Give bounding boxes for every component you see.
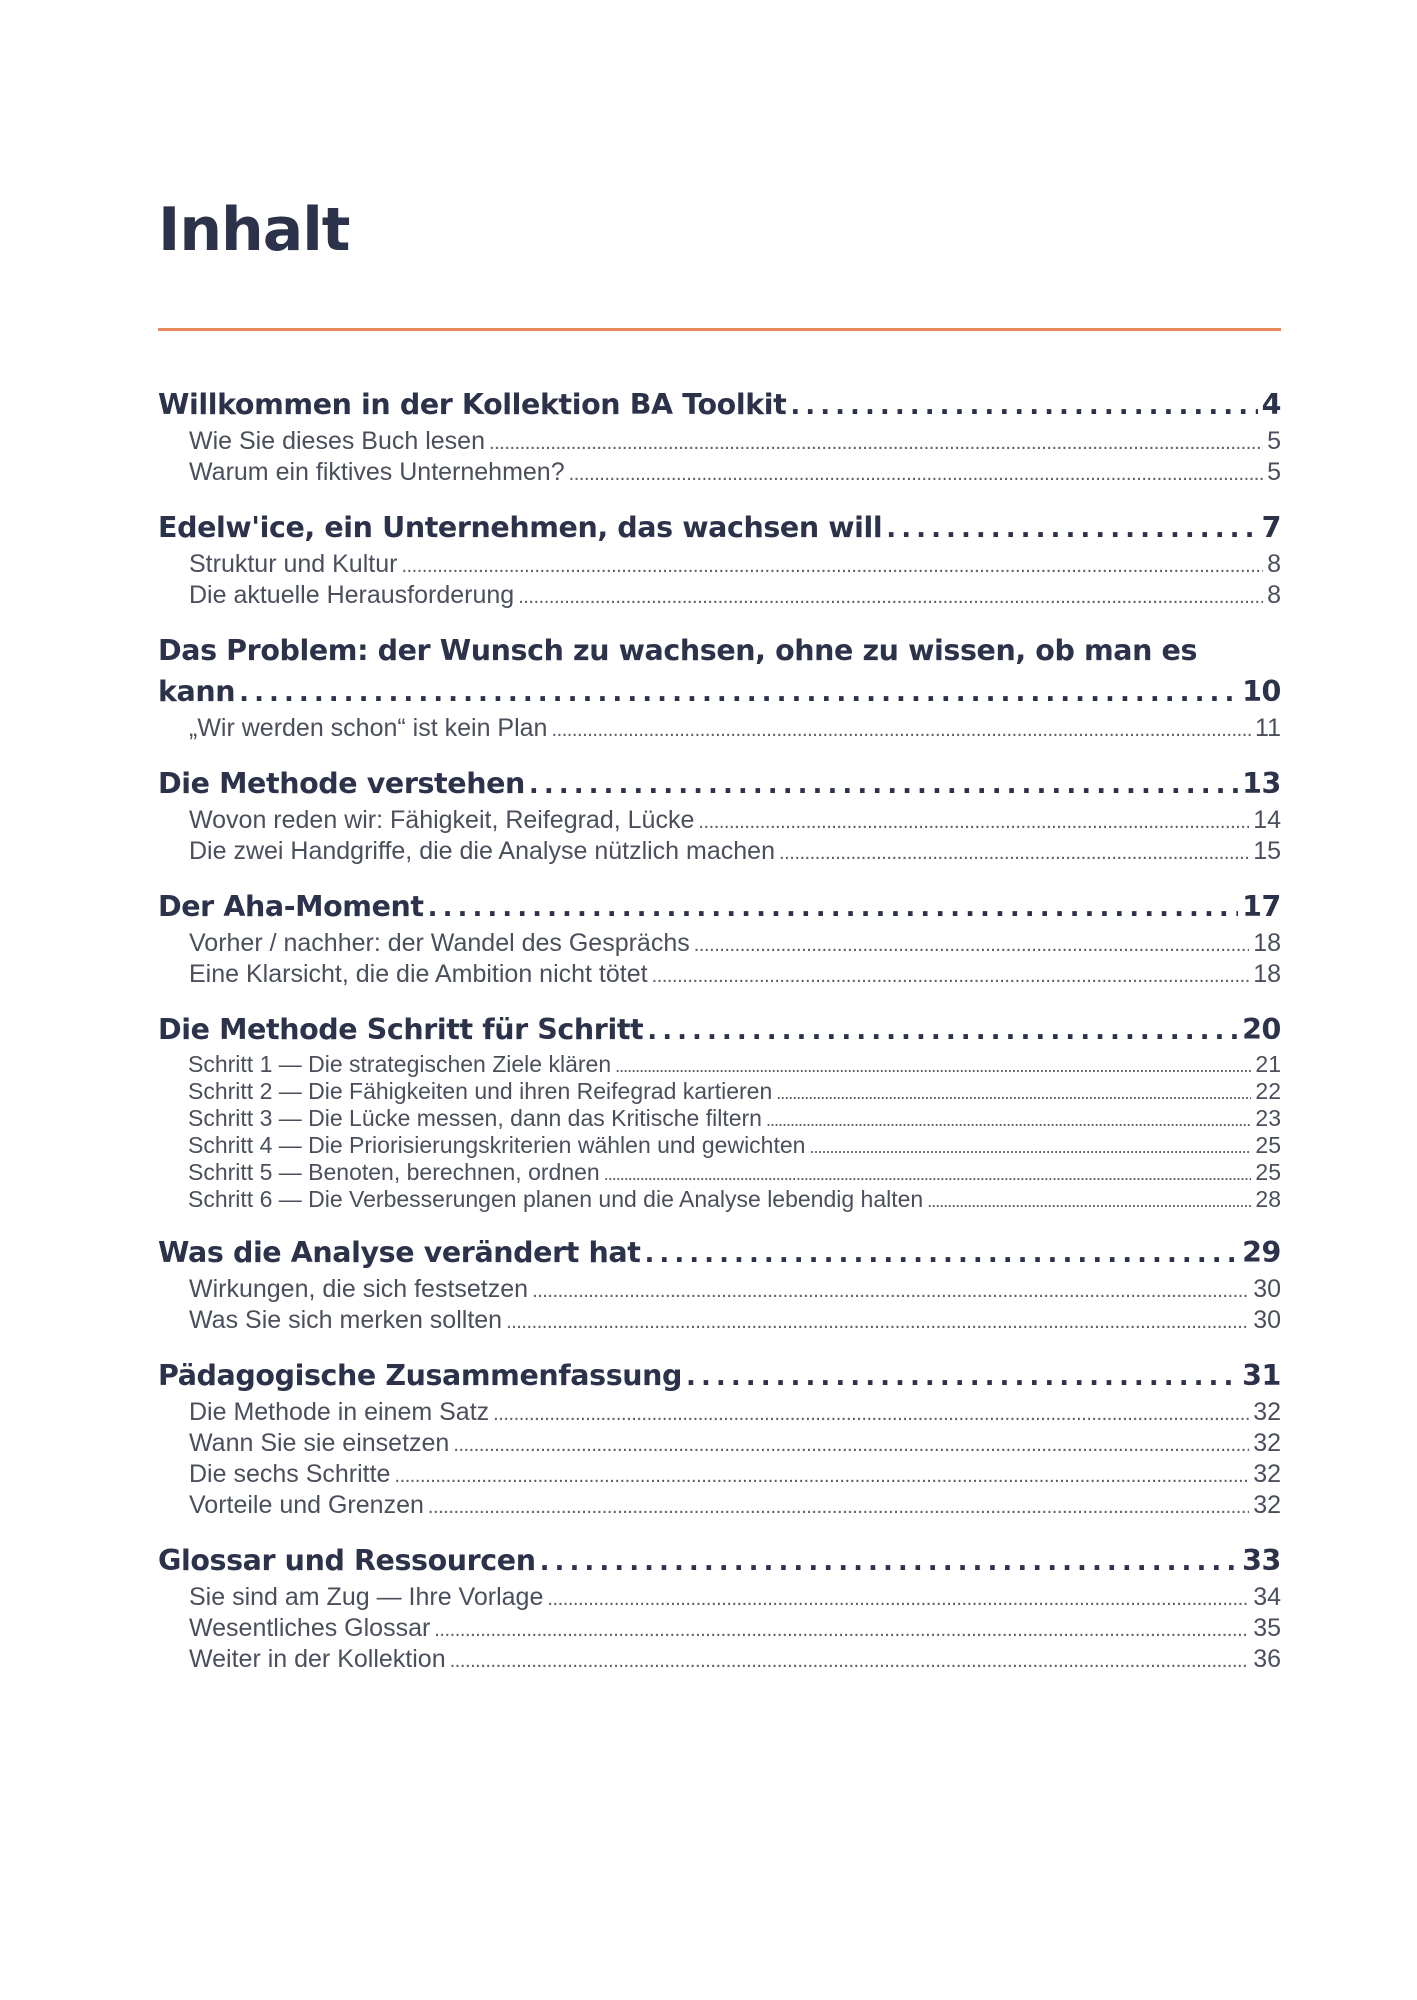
- toc-page-number: 35: [1253, 1614, 1281, 1642]
- toc-page-number: 8: [1267, 550, 1281, 578]
- toc-subentry[interactable]: [158, 1645, 1281, 1676]
- toc-page-number: 32: [1253, 1398, 1281, 1426]
- toc-subentry[interactable]: [158, 1306, 1281, 1337]
- toc-chapter-entry[interactable]: [158, 1009, 1281, 1052]
- toc-page-number: 17: [1242, 890, 1281, 923]
- dot-leader: [401, 552, 1263, 581]
- toc-subentry-title: Wirkungen, die sich festsetzen: [189, 1275, 529, 1303]
- toc-chapter-entry[interactable]: [158, 384, 1281, 427]
- toc-page-number: 15: [1253, 837, 1281, 865]
- toc-section: [158, 886, 1281, 991]
- toc-chapter-title: Willkommen in der Kollektion BA Toolkit: [158, 388, 787, 421]
- toc-chapter-entry[interactable]: [158, 1355, 1281, 1398]
- toc-page-number: 34: [1253, 1583, 1281, 1611]
- toc-chapter-title: Das Problem: der Wunsch zu wachsen, ohne zu wissen, ob man es: [158, 634, 1198, 667]
- dot-leader: [428, 888, 1238, 929]
- toc-subentry[interactable]: [158, 1491, 1281, 1522]
- toc-subentry[interactable]: [158, 550, 1281, 581]
- toc-subentry-title: Schritt 4 — Die Priorisierungskriterien wählen und gewichten: [188, 1132, 806, 1158]
- toc-subentry[interactable]: [158, 1079, 1281, 1106]
- toc-chapter-title: Pädagogische Zusammenfassung: [158, 1359, 683, 1392]
- toc-page-number: 11: [1255, 714, 1281, 742]
- toc-section: [158, 630, 1281, 745]
- toc-subentry-title: Eine Klarsicht, die die Ambition nicht tötet: [189, 960, 648, 988]
- toc-subentry-title: Die sechs Schritte: [189, 1460, 391, 1488]
- toc-subentry-title: Schritt 2 — Die Fähigkeiten und ihren Reifegrad kartieren: [188, 1078, 773, 1104]
- toc-page-number: 5: [1267, 427, 1281, 455]
- toc-subentry[interactable]: [158, 458, 1281, 489]
- toc-subentry[interactable]: [158, 1160, 1281, 1187]
- dot-leader: [766, 1108, 1251, 1133]
- toc-page-number: 13: [1242, 767, 1281, 800]
- toc-page-number: 36: [1253, 1645, 1281, 1673]
- toc-subentry-title: Vorher / nachher: der Wandel des Gesprächs: [189, 929, 690, 957]
- toc-subentry[interactable]: [158, 714, 1281, 745]
- dot-leader: [809, 1135, 1251, 1160]
- toc-page-number: 32: [1253, 1429, 1281, 1457]
- toc-subentry-title: Struktur und Kultur: [189, 550, 398, 578]
- toc-subentry[interactable]: [158, 581, 1281, 612]
- dot-leader: [615, 1054, 1251, 1079]
- toc-page-number: 32: [1253, 1460, 1281, 1488]
- toc-page-number: 28: [1255, 1186, 1281, 1212]
- toc-page-number: 10: [1242, 675, 1281, 708]
- toc-subentry[interactable]: [158, 1583, 1281, 1614]
- toc-subentry[interactable]: [158, 1187, 1281, 1214]
- toc-page-number: 30: [1253, 1275, 1281, 1303]
- toc-subentry[interactable]: [158, 837, 1281, 868]
- toc-section: [158, 1009, 1281, 1214]
- toc-chapter-title: Die Methode verstehen: [158, 767, 525, 800]
- toc-chapter-entry[interactable]: [158, 630, 1281, 714]
- toc-chapter-entry[interactable]: [158, 886, 1281, 929]
- toc-subentry[interactable]: [158, 1052, 1281, 1079]
- dot-leader: [394, 1462, 1249, 1491]
- toc-page-number: 31: [1242, 1359, 1281, 1392]
- toc-subentry-title: „Wir werden schon“ ist kein Plan: [189, 714, 548, 742]
- toc-section: [158, 1355, 1281, 1522]
- toc-subentry-title: Vorteile und Grenzen: [189, 1491, 424, 1519]
- toc-subentry[interactable]: [158, 1106, 1281, 1133]
- dot-leader: [927, 1189, 1251, 1214]
- toc-subentry-title: Die zwei Handgriffe, die die Analyse nützlich machen: [189, 837, 775, 865]
- dot-leader: [547, 1585, 1249, 1614]
- toc-subentry-title: Wovon reden wir: Fähigkeit, Reifegrad, Lücke: [189, 806, 695, 834]
- dot-leader: [694, 931, 1249, 960]
- toc-subentry[interactable]: [158, 1275, 1281, 1306]
- toc-subentry[interactable]: [158, 1460, 1281, 1491]
- toc-chapter-entry[interactable]: [158, 1232, 1281, 1275]
- toc-subentry-title: Schritt 3 — Die Lücke messen, dann das Kritische filtern: [188, 1105, 762, 1131]
- dot-leader: [569, 460, 1263, 489]
- toc-chapter-title: Glossar und Ressourcen: [158, 1544, 536, 1577]
- toc-subentry-title: Schritt 1 — Die strategischen Ziele klären: [188, 1051, 612, 1077]
- toc-page-number: 14: [1253, 806, 1281, 834]
- dot-leader: [453, 1431, 1249, 1460]
- toc-page-number: 30: [1253, 1306, 1281, 1334]
- toc-subentry[interactable]: [158, 1133, 1281, 1160]
- toc-subentry-title: Warum ein fiktives Unternehmen?: [189, 458, 565, 486]
- toc-subentry-title: Wesentliches Glossar: [189, 1614, 431, 1642]
- toc-subentry[interactable]: [158, 1429, 1281, 1460]
- dot-leader: [779, 839, 1249, 868]
- toc-section: [158, 507, 1281, 612]
- toc-subentry-title: Die Methode in einem Satz: [189, 1398, 490, 1426]
- dot-leader: [686, 1357, 1238, 1398]
- dot-leader: [529, 765, 1238, 806]
- toc-page-number: 7: [1261, 511, 1281, 544]
- dot-leader: [604, 1162, 1252, 1187]
- dot-leader: [489, 429, 1263, 458]
- toc-chapter-title: Der Aha-Moment: [158, 890, 424, 923]
- toc-page-number: 23: [1255, 1105, 1281, 1131]
- toc-subentry-title: Wann Sie sie einsetzen: [189, 1429, 450, 1457]
- dot-leader: [506, 1308, 1249, 1337]
- toc-subentry-title: Weiter in der Kollektion: [189, 1645, 446, 1673]
- toc-page-number: 4: [1261, 388, 1281, 421]
- dot-leader: [698, 808, 1249, 837]
- toc-page-number: 21: [1255, 1051, 1281, 1077]
- toc-page-number: 32: [1253, 1491, 1281, 1519]
- toc-subentry-title: Schritt 6 — Die Verbesserungen planen und die Analyse lebendig halten: [188, 1186, 924, 1212]
- toc-chapter-title: Edelw'ice, ein Unternehmen, das wachsen will: [158, 511, 883, 544]
- dot-leader: [652, 962, 1250, 991]
- toc-chapter-title: Was die Analyse verändert hat: [158, 1236, 641, 1269]
- page-title: Inhalt: [158, 195, 350, 265]
- toc-section: [158, 384, 1281, 489]
- toc-page-number: 5: [1267, 458, 1281, 486]
- toc-section: [158, 1232, 1281, 1337]
- toc-subentry-title: Wie Sie dieses Buch lesen: [189, 427, 485, 455]
- toc-page-number: 33: [1242, 1544, 1281, 1577]
- toc-subentry-title: Sie sind am Zug — Ihre Vorlage: [189, 1583, 544, 1611]
- dot-leader: [647, 1011, 1238, 1052]
- dot-leader: [518, 583, 1263, 612]
- toc-subentry-title: Die aktuelle Herausforderung: [189, 581, 515, 609]
- toc-chapter-entry[interactable]: [158, 763, 1281, 806]
- toc-page-number: 25: [1255, 1159, 1281, 1185]
- toc-section: [158, 763, 1281, 868]
- dot-leader: [644, 1234, 1238, 1275]
- toc-subentry[interactable]: [158, 1398, 1281, 1429]
- toc-subentry[interactable]: [158, 806, 1281, 837]
- dot-leader: [540, 1542, 1239, 1583]
- toc-page-number: 22: [1255, 1078, 1281, 1104]
- toc-subentry[interactable]: [158, 929, 1281, 960]
- toc-subentry[interactable]: [158, 960, 1281, 991]
- toc-chapter-title-continued: kann: [158, 675, 236, 708]
- toc-subentry[interactable]: [158, 427, 1281, 458]
- dot-leader: [239, 673, 1238, 714]
- toc-subentry-title: Schritt 5 — Benoten, berechnen, ordnen: [188, 1159, 600, 1185]
- dot-leader: [532, 1277, 1249, 1306]
- toc-page-number: 18: [1253, 929, 1281, 957]
- dot-leader: [493, 1400, 1249, 1429]
- dot-leader: [434, 1616, 1249, 1645]
- toc-subentry[interactable]: [158, 1614, 1281, 1645]
- dot-leader: [450, 1647, 1250, 1676]
- dot-leader: [776, 1081, 1251, 1106]
- toc-page-number: 18: [1253, 960, 1281, 988]
- toc-page-number: 20: [1242, 1013, 1281, 1046]
- dot-leader: [428, 1493, 1249, 1522]
- dot-leader: [886, 509, 1257, 550]
- title-divider: [158, 328, 1281, 331]
- toc-page-number: 29: [1242, 1236, 1281, 1269]
- toc-chapter-entry[interactable]: [158, 507, 1281, 550]
- toc-subentry-title: Was Sie sich merken sollten: [189, 1306, 503, 1334]
- toc-chapter-title: Die Methode Schritt für Schritt: [158, 1013, 644, 1046]
- toc-page-number: 8: [1267, 581, 1281, 609]
- toc-section: [158, 1540, 1281, 1676]
- toc-page-number: 25: [1255, 1132, 1281, 1158]
- dot-leader: [551, 716, 1251, 745]
- dot-leader: [790, 386, 1257, 427]
- toc-chapter-entry[interactable]: [158, 1540, 1281, 1583]
- table-of-contents: [158, 384, 1281, 1694]
